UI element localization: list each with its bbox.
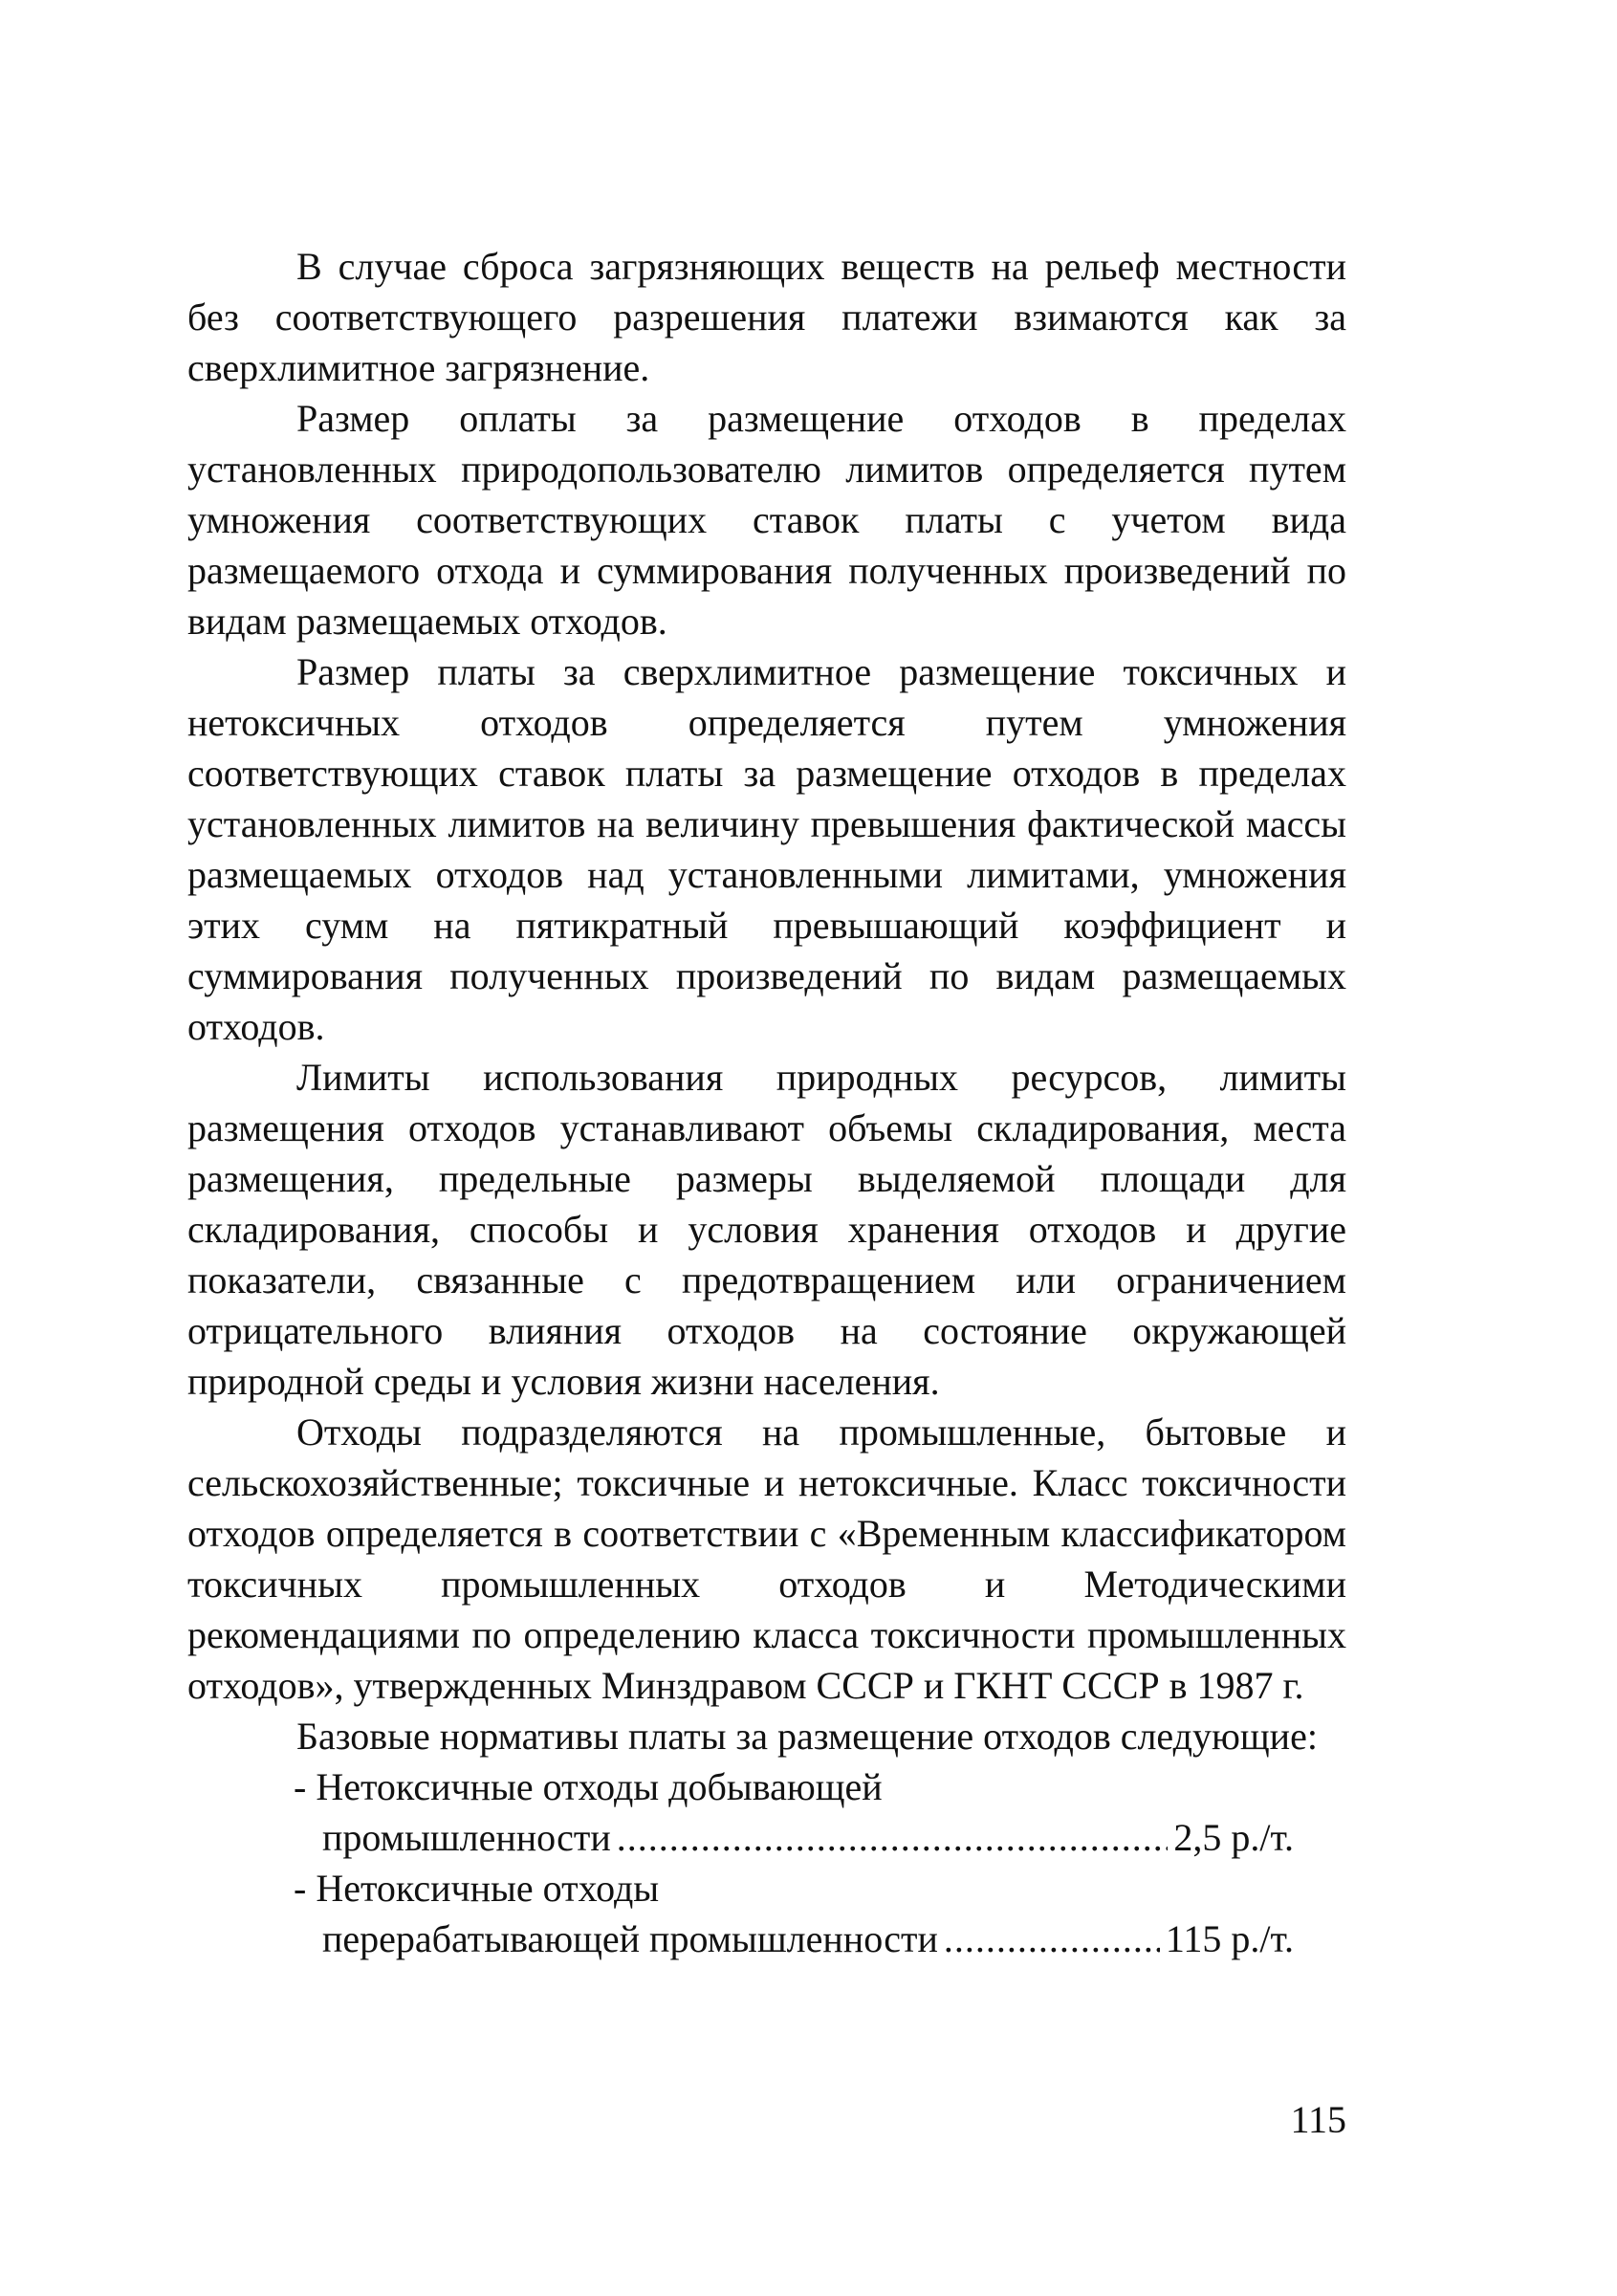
list-item-label: промышленности <box>322 1816 611 1859</box>
dot-leader <box>617 1812 1169 1863</box>
list-item-value: 115 р./т. <box>1165 1917 1294 1960</box>
paragraph-within-limit-payment: Размер оплаты за размещение отходов в пределах установленных природопользователю лимитов определяется путем умножения соответствующих ставок платы с учетом вида размещаемого отхода и суммирования полученных произведений по видам размещаемых отходов. <box>187 397 1346 643</box>
paragraph-waste-classification: Отходы подразделяются на промышленные, бытовые и сельскохозяйственные; токсичные и нетоксичные. Класс токсичности отходов определяется в соответствии с «Временным классификатором токсичных промышленных отходов и Методическими рекомендациями по определению класса токсичности промышленных отходов», утвержденных Минздравом СССР и ГКНТ СССР в 1987 г. <box>187 1410 1346 1707</box>
list-item-label: перерабатывающей промышленности <box>322 1917 938 1960</box>
list-item-rate-line <box>294 1812 1294 1863</box>
list-item <box>187 1863 1346 1964</box>
dot-leader <box>944 1913 1160 1964</box>
page-number: 115 <box>1290 2098 1346 2141</box>
list-item-rate-line <box>294 1913 1294 1964</box>
list-item <box>187 1761 1346 1863</box>
paragraph-waste-discharge: В случае сброса загрязняющих веществ на рельеф местности без соответствующего разрешения платежи взимаются как за сверхлимитное загрязнение. <box>187 245 1346 389</box>
paragraph-over-limit-payment: Размер платы за сверхлимитное размещение токсичных и нетоксичных отходов определяется путем умножения соответствующих ставок платы за размещение отходов в пределах установленных лимитов на величину превышения фактической массы размещаемых отходов над установленными лимитами, умножения этих сумм на пятикратный превышающий коэффициент и суммирования полученных произведений по видам размещаемых отходов. <box>187 650 1346 1048</box>
page-body <box>187 241 1346 1964</box>
list-item-value: 2,5 р./т. <box>1173 1816 1294 1859</box>
base-rates-list <box>187 1761 1346 1964</box>
paragraph-base-rates-intro: Базовые нормативы платы за размещение отходов следующие: <box>296 1715 1318 1758</box>
paragraph-resource-limits: Лимиты использования природных ресурсов, лимиты размещения отходов устанавливают объемы складирования, места размещения, предельные размеры выделяемой площади для складирования, способы и условия хранения отходов и другие показатели, связанные с предотвращением или ограничением отрицательного влияния отходов на состояние окружающей природной среды и условия жизни населения. <box>187 1056 1346 1403</box>
list-item-title: - Нетоксичные отходы <box>294 1867 660 1910</box>
list-item-title: - Нетоксичные отходы добывающей <box>294 1765 883 1808</box>
